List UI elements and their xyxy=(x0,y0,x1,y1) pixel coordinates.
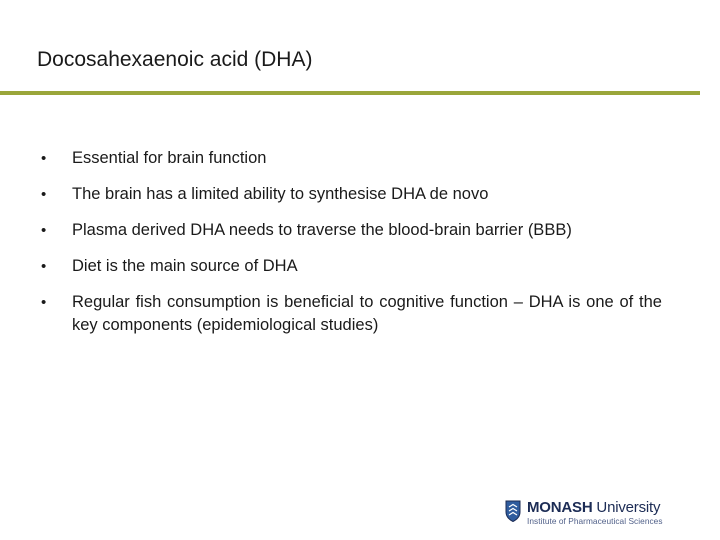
bullet-marker: • xyxy=(41,222,47,239)
bullet-item xyxy=(40,147,662,170)
bullet-text: Plasma derived DHA needs to traverse the blood-brain barrier (BBB) xyxy=(72,221,572,239)
logo-university: University xyxy=(592,499,661,516)
logo-wordmark xyxy=(527,499,660,516)
monash-shield-icon xyxy=(505,500,521,522)
bullet-marker: • xyxy=(41,150,47,167)
bullet-item xyxy=(40,219,662,242)
logo-institute: Institute of Pharmaceutical Sciences xyxy=(527,516,663,526)
bullet-marker: • xyxy=(41,186,47,203)
slide-title: Docosahexaenoic acid (DHA) xyxy=(37,48,313,71)
bullet-text: Essential for brain function xyxy=(72,149,267,167)
bullet-text: Diet is the main source of DHA xyxy=(72,257,298,275)
bullet-marker: • xyxy=(41,258,47,275)
bullet-marker: • xyxy=(41,294,47,311)
logo-name: MONASH xyxy=(527,499,593,516)
bullet-item xyxy=(40,291,662,337)
title-rule xyxy=(0,91,700,95)
bullet-text: The brain has a limited ability to synthesise DHA de novo xyxy=(72,185,489,203)
bullet-list xyxy=(40,147,662,350)
bullet-item xyxy=(40,255,662,278)
bullet-item xyxy=(40,183,662,206)
bullet-text: Regular fish consumption is beneficial to cognitive function – DHA is one of the key components (epidemiological studies) xyxy=(72,293,662,334)
